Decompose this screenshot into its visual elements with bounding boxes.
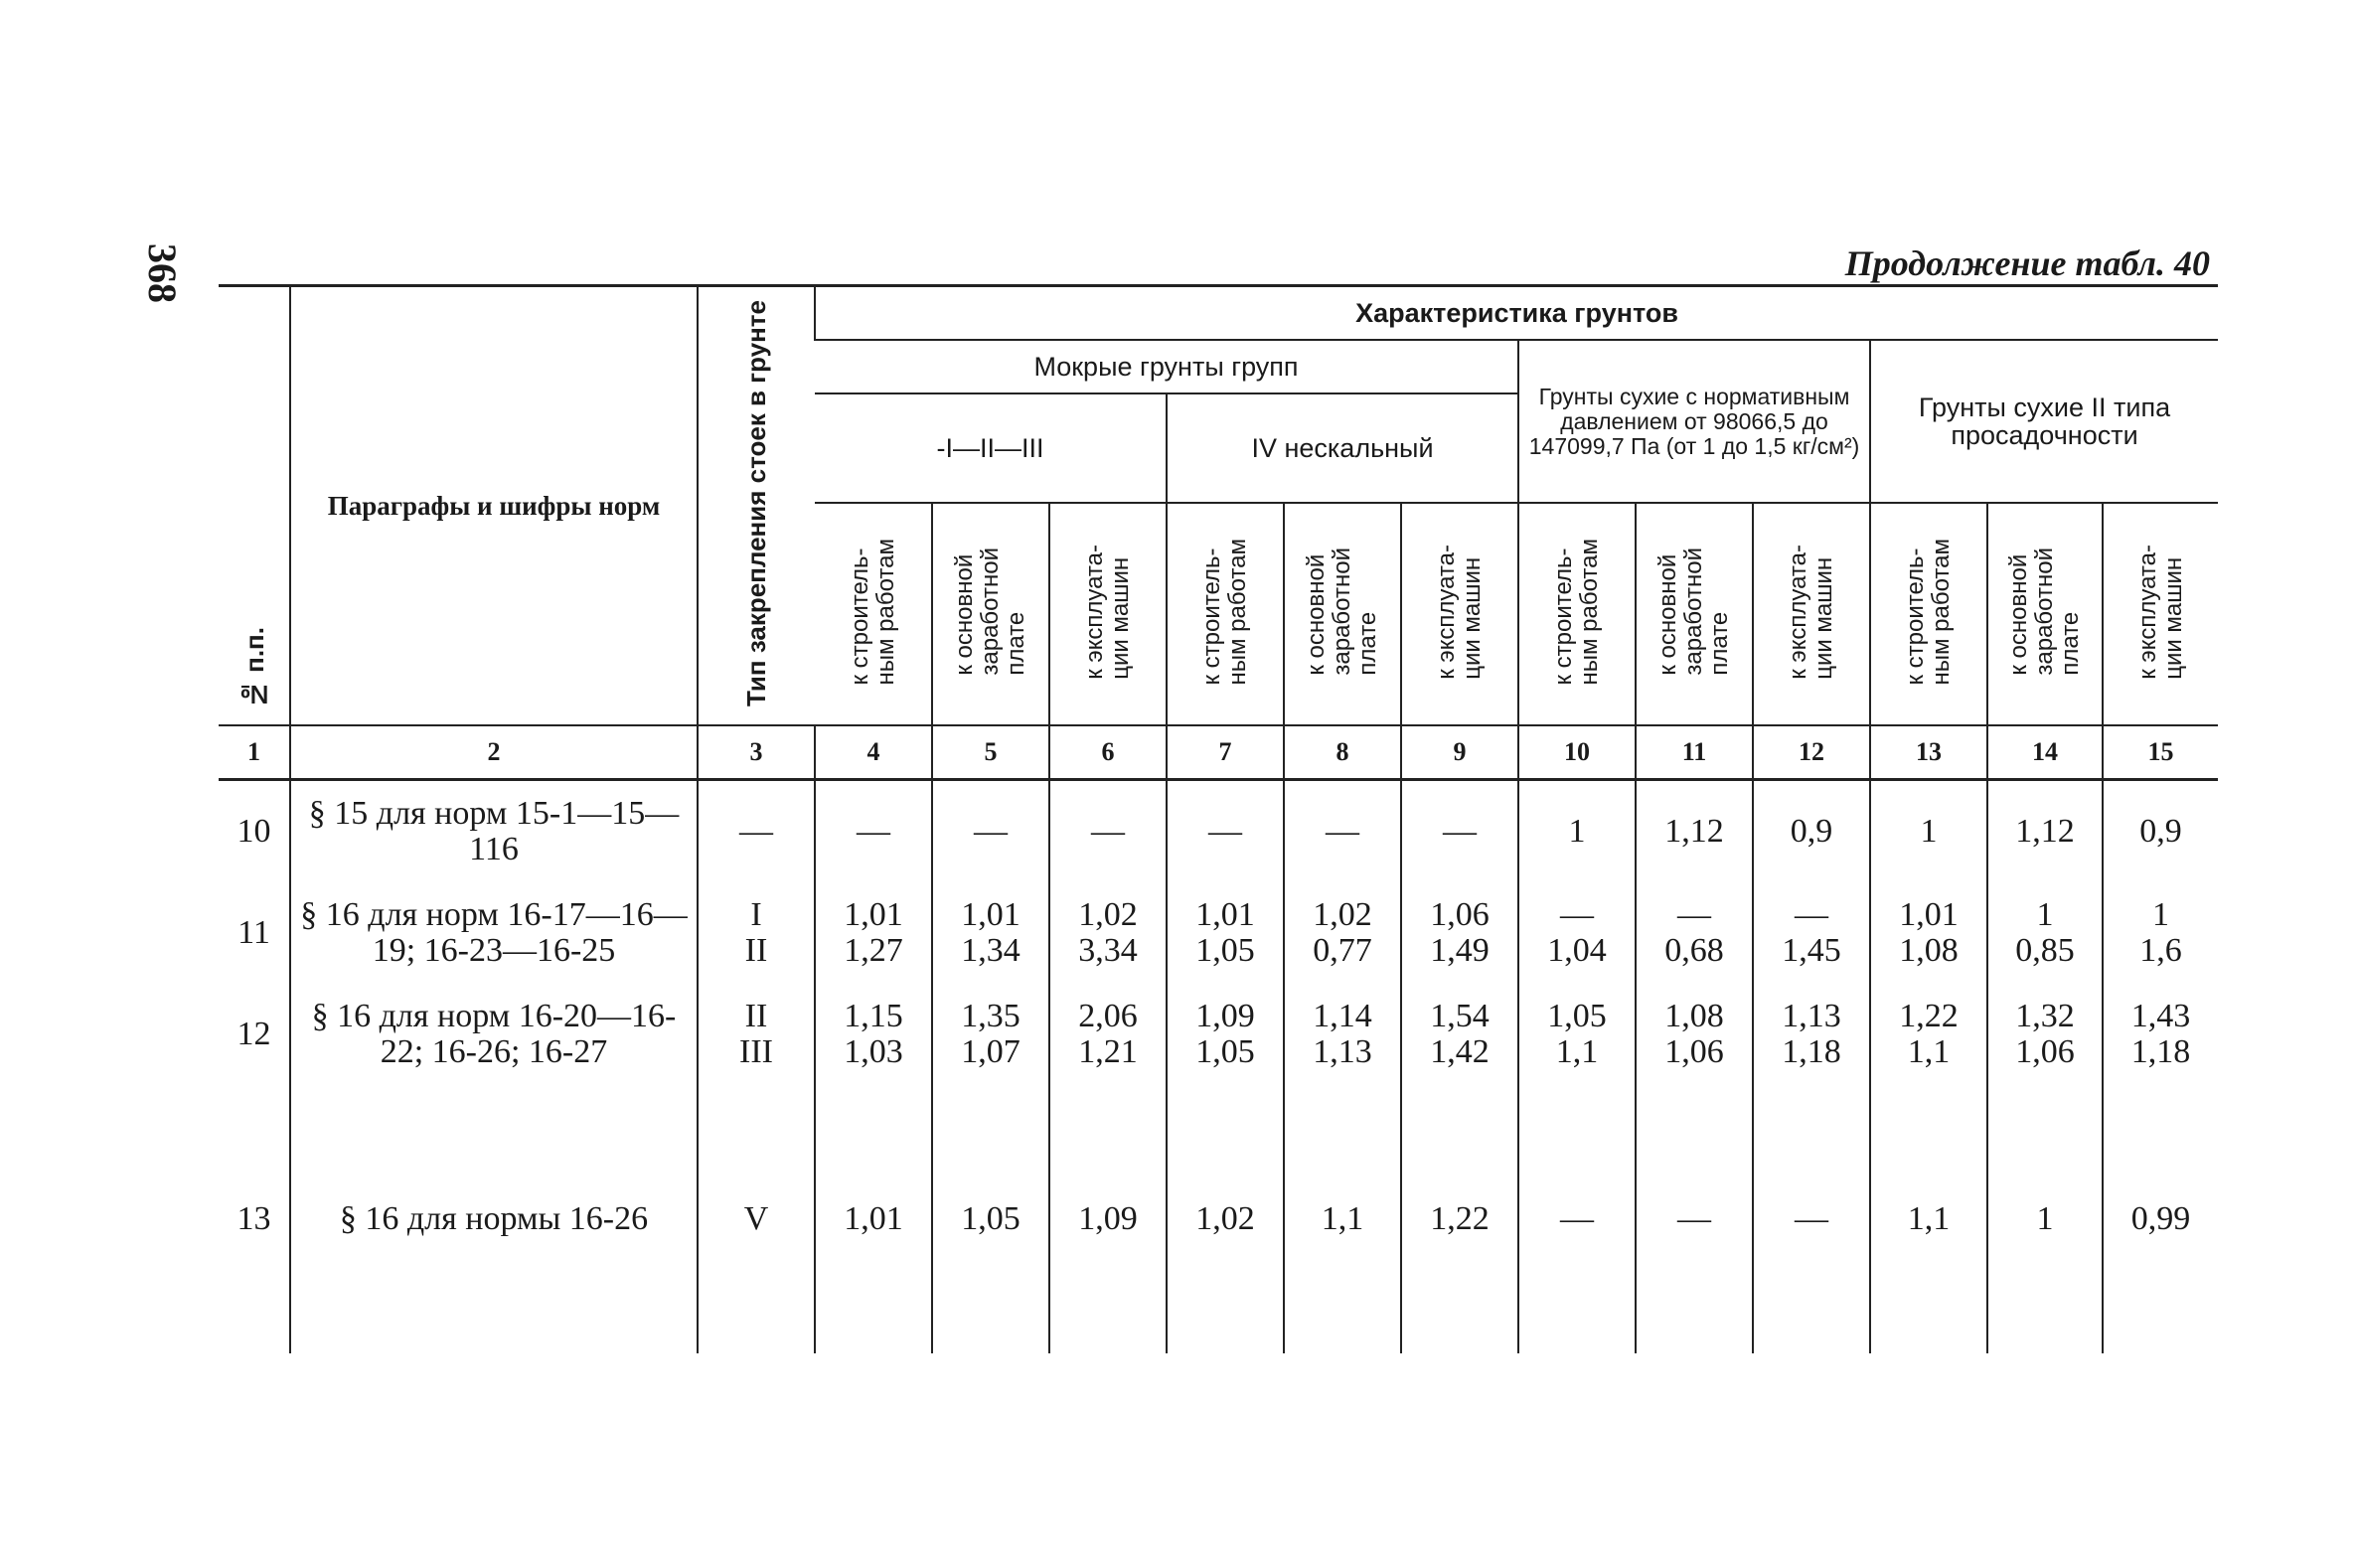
table-cell: — 1,04 (1518, 882, 1636, 984)
table-cell: 1,32 1,06 (1987, 984, 2103, 1085)
table-cell: — (815, 780, 932, 883)
table-cell: 1,14 1,13 (1284, 984, 1401, 1085)
table-cell: 1 0,85 (1987, 882, 2103, 984)
table-cell: 0,9 (2103, 780, 2218, 883)
table-row (219, 882, 2218, 984)
table-cell: 1,02 0,77 (1284, 882, 1401, 984)
table-cell: 1,1 (1284, 1085, 1401, 1353)
subheader-wages: к основной заработной плате (932, 503, 1049, 725)
table-cell: — (1284, 780, 1401, 883)
table-cell: — (1167, 780, 1284, 883)
subheader-machines: к эксплуата- ции машин (1049, 503, 1167, 725)
row-paragraph: § 16 для норм 16-20—16-22; 16-26; 16-27 (290, 984, 698, 1085)
table-caption: Продолжение табл. 40 (1844, 243, 2210, 283)
column-number: 6 (1049, 725, 1167, 780)
table-cell: 1,54 1,42 (1401, 984, 1518, 1085)
table-cell: 1 (1987, 1085, 2103, 1353)
table-cell: 1,01 1,34 (932, 882, 1049, 984)
table-cell: — (1636, 1085, 1753, 1353)
table-cell: 1,05 (932, 1085, 1049, 1353)
page-number: 368 (140, 243, 185, 303)
table-cell: 1,06 1,49 (1401, 882, 1518, 984)
table-cell: 1,13 1,18 (1753, 984, 1870, 1085)
row-paragraph: § 16 для нормы 16-26 (290, 1085, 698, 1353)
column-number: 7 (1167, 725, 1284, 780)
table-row (219, 984, 2218, 1085)
row-mount-type: II III (698, 984, 815, 1085)
column-number: 12 (1753, 725, 1870, 780)
table-cell: 1,01 1,27 (815, 882, 932, 984)
table-cell: 1,22 (1401, 1085, 1518, 1353)
column-number: 1 (219, 725, 290, 780)
header-mount-type: Тип закрепления стоек в грунте (698, 286, 815, 726)
table-cell: 1,22 1,1 (1870, 984, 1987, 1085)
subheader-wages: к основной заработной плате (1987, 503, 2103, 725)
subheader-wages: к основной заработной плате (1284, 503, 1401, 725)
column-number: 11 (1636, 725, 1753, 780)
column-number: 8 (1284, 725, 1401, 780)
table-cell: — (932, 780, 1049, 883)
subheader-machines: к эксплуата- ции машин (1753, 503, 1870, 725)
table-cell: 1,12 (1987, 780, 2103, 883)
row-number: 10 (236, 813, 271, 850)
column-number: 2 (290, 725, 698, 780)
subheader-construction: к строитель- ным работам (1870, 503, 1987, 725)
table-cell: 1,08 1,06 (1636, 984, 1753, 1085)
table-cell: — (1049, 780, 1167, 883)
column-number: 9 (1401, 725, 1518, 780)
header-dry-soils-subsidence: Грунты сухие II типа просадочности (1870, 340, 2218, 503)
table-cell: — (1401, 780, 1518, 883)
header-wet-group-1-3: -I—II—III (815, 393, 1167, 503)
table-cell: 1,05 1,1 (1518, 984, 1636, 1085)
column-number: 4 (815, 725, 932, 780)
subheader-machines: к эксплуата- ции машин (2103, 503, 2218, 725)
column-number-row (219, 725, 2218, 780)
table-cell: — 1,45 (1753, 882, 1870, 984)
table-cell: 1,02 3,34 (1049, 882, 1167, 984)
header-wet-group-4: IV нескальный (1167, 393, 1518, 503)
soil-coefficients-table (219, 284, 2218, 1353)
column-number: 14 (1987, 725, 2103, 780)
header-paragraphs: Параграфы и шифры норм (290, 286, 698, 726)
table-cell: 1,43 1,18 (2103, 984, 2218, 1085)
table-cell: 1,01 1,08 (1870, 882, 1987, 984)
table-cell: 1,01 (815, 1085, 932, 1353)
header-soil-characteristics: Характеристика грунтов (815, 286, 2218, 341)
column-number: 15 (2103, 725, 2218, 780)
row-mount-type: I II (698, 882, 815, 984)
row-mount-type: V (698, 1085, 815, 1353)
subheader-machines: к эксплуата- ции машин (1401, 503, 1518, 725)
row-paragraph: § 16 для норм 16-17—16—19; 16-23—16-25 (290, 882, 698, 984)
table-cell: 1,12 (1636, 780, 1753, 883)
column-number: 13 (1870, 725, 1987, 780)
table-cell: 1,09 1,05 (1167, 984, 1284, 1085)
table-cell: 0,99 (2103, 1085, 2218, 1353)
row-number: 12 (236, 1016, 271, 1052)
row-mount-type: — (698, 780, 815, 883)
table-row (219, 780, 2218, 883)
table-cell: 1,01 1,05 (1167, 882, 1284, 984)
table-cell: — (1753, 1085, 1870, 1353)
table-cell: 2,06 1,21 (1049, 984, 1167, 1085)
row-paragraph: § 15 для норм 15-1—15—116 (290, 780, 698, 883)
table-cell: 0,9 (1753, 780, 1870, 883)
table-cell: 1,1 (1870, 1085, 1987, 1353)
table-cell: 1,15 1,03 (815, 984, 932, 1085)
table-cell: — (1518, 1085, 1636, 1353)
column-number: 10 (1518, 725, 1636, 780)
table-cell: 1 1,6 (2103, 882, 2218, 984)
row-number: 11 (237, 914, 270, 951)
table-cell: 1 (1870, 780, 1987, 883)
column-number: 5 (932, 725, 1049, 780)
row-number: 13 (236, 1200, 271, 1237)
table-row (219, 1085, 2218, 1353)
subheader-wages: к основной заработной плате (1636, 503, 1753, 725)
table-cell: — 0,68 (1636, 882, 1753, 984)
header-dry-soils-pressure: Грунты сухие с нормативным давлением от 98066,5 до 147099,7 Па (от 1 до 1,5 кг/см²) (1518, 340, 1870, 503)
table-cell: 1,09 (1049, 1085, 1167, 1353)
table-cell: 1,02 (1167, 1085, 1284, 1353)
table-cell: 1 (1518, 780, 1636, 883)
header-wet-soils: Мокрые грунты групп (815, 340, 1518, 393)
table-cell: 1,35 1,07 (932, 984, 1049, 1085)
subheader-construction: к строитель- ным работам (1518, 503, 1636, 725)
column-number: 3 (698, 725, 815, 780)
subheader-construction: к строитель- ным работам (1167, 503, 1284, 725)
header-no: № п.п. (219, 286, 290, 726)
subheader-construction: к строитель- ным работам (846, 538, 899, 686)
